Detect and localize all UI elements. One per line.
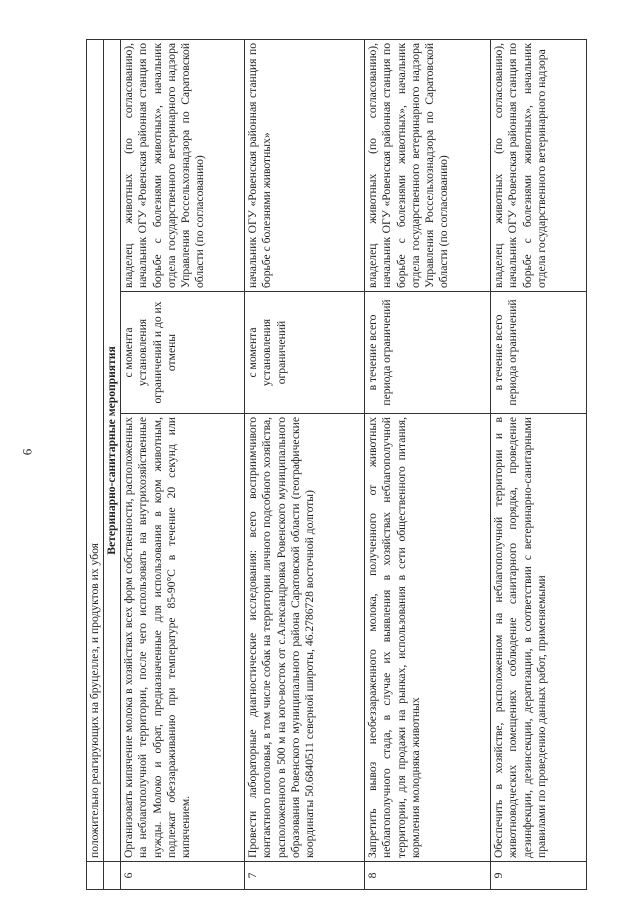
empty-cell	[87, 862, 104, 890]
document-sheet	[86, 40, 626, 890]
section-header-row	[104, 39, 121, 889]
table-row	[491, 39, 587, 889]
continuation-row	[87, 39, 104, 889]
term-text: в течение всего периода ограничений	[365, 292, 491, 414]
measures-table	[86, 39, 587, 890]
term-text: в течение всего периода ограничений	[491, 292, 587, 414]
responsible-text: владелец животных (по согласованию), начальник ОГУ «Ровенская районная станция по борьбе с болезнями животных», начальник отдела государственного ветеринарного надзора Управления Россельхознадзора по Саратовской области (по согласованию)	[121, 39, 245, 291]
table-row	[365, 39, 491, 889]
table-row	[121, 39, 245, 889]
term-text: с момента установления ограничений	[245, 292, 365, 414]
responsible-text: начальник ОГУ «Ровенская районная станция по борьбе с болезнями животных»	[245, 39, 365, 291]
measure-text: Запретить вывоз необеззараженного молока, полученного от животных неблагополучного стада, в случае их выявления в хозяйствах неблагополучной территории, для продажи на рынках, использования в сети общественного питания, кормления молодняка животных	[365, 414, 491, 862]
page-number: 6	[19, 448, 35, 456]
term-text: с момента установления ограничений и до их отмены	[121, 292, 245, 414]
measure-text: Организовать кипячение молока в хозяйствах всех форм собственности, расположенных на неблагополучной территории, после чего использовать на внутрихозяйственные нужды. Молоко и обрат, предназначенные для использования в корм животным, подлежат обеззараживанию при температуре 85-90°С в течение 20 секунд или кипячением.	[121, 414, 245, 862]
empty-cell	[104, 862, 121, 890]
row-number: 7	[245, 862, 365, 890]
row-number: 8	[365, 862, 491, 890]
responsible-text: владелец животных (по согласованию), начальник ОГУ «Ровенская районная станция по борьбе с болезнями животных», начальник отдела государственного ветеринарного надзора	[491, 39, 587, 291]
continuation-text: положительно реагирующих на бруцеллез, и продуктов их убоя	[87, 39, 104, 861]
section-title: Ветеринарно-санитарные мероприятия	[104, 39, 121, 861]
measure-text: Провести лабораторные диагностические исследования: всего восприимчивого контактного поголовья, в том числе собак на территории личного подсобного хозяйства, расположенного в 500 м на юго-восток от с.Александровка Ровенского муниципального образования Ровенского муниципального района Саратовской области (географические координаты 50.6840511 северной широты, 46.2786728 восточной долготы)	[245, 414, 365, 862]
row-number: 6	[121, 862, 245, 890]
row-number: 9	[491, 862, 587, 890]
measure-text: Обеспечить в хозяйстве, расположенном на неблагополучной территории и в животноводческих помещениях соблюдение санитарного порядка, проведение дезинфекции, дезинсекции, дератизации, в соответствии с ветеринарно-санитарными правилами по проведению данных работ, применяемыми	[491, 414, 587, 862]
responsible-text: владелец животных (по согласованию), начальник ОГУ «Ровенская районная станция по борьбе с болезнями животных», начальник отдела государственного ветеринарного надзора Управления Россельхознадзора по Саратовской области (по согласованию)	[365, 39, 491, 291]
table-row	[245, 39, 365, 889]
